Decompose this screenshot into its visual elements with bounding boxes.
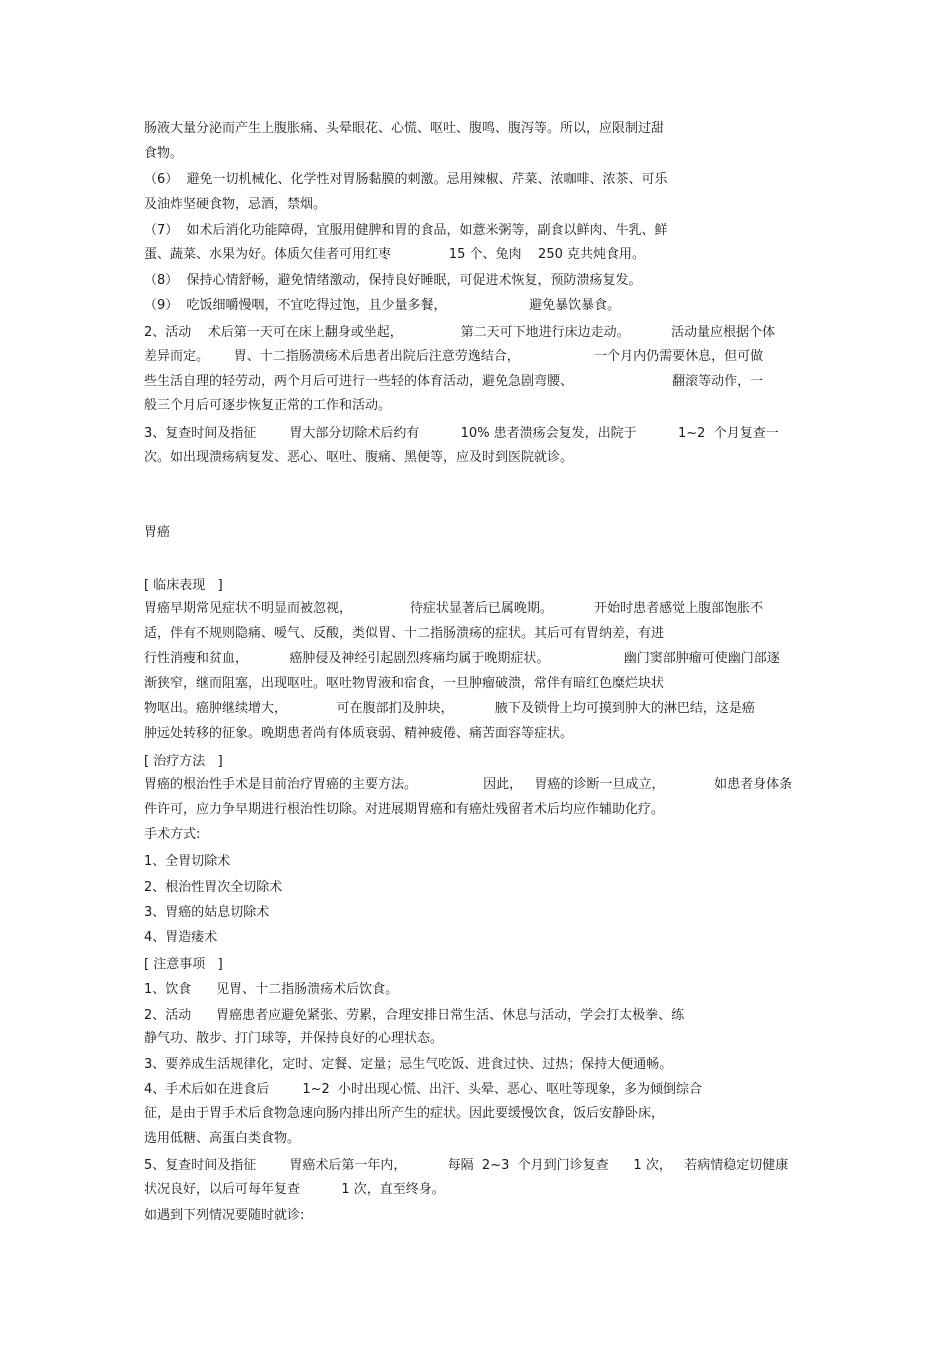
text-line: 些生活自理的轻劳动，两个月后可进行一些轻的体育活动，避免急剧弯腰、 翻滚等动作，一 [144, 374, 764, 389]
text-line: 3、要养成生活规律化，定时、定餐、定量；忌生气吃饭、进食过快、过热；保持大便通畅。 [144, 1057, 673, 1072]
text-line: （9） 吃饭细嚼慢咽，不宜吃得过饱，且少量多餐， 避免暴饮暴食。 [144, 298, 621, 313]
text-line: 行性消瘦和贫血， 癌肿侵及神经引起剧烈疼痛均属于晚期症状。 幽门窦部肿瘤可使幽门部逐 [144, 651, 780, 666]
subsection-heading: [ 治疗方法 ] [144, 754, 223, 769]
text-line: 2、活动 术后第一天可在床上翻身或坐起， 第二天可下地进行床边走动。 活动量应根据个体 [144, 325, 775, 340]
text-line: 次。如出现溃疡病复发、恶心、呕吐、腹痛、黑便等，应及时到医院就诊。 [144, 450, 574, 465]
text-line: 2、活动 胃癌患者应避免紧张、劳累，合理安排日常生活、休息与活动，学会打太极拳、练 [144, 1008, 685, 1023]
text-line: 般三个月后可逐步恢复正常的工作和活动。 [144, 398, 392, 413]
text-line: 差异而定。 胃、十二指肠溃疡术后患者出院后注意劳逸结合， 一个月内仍需要休息，但可做 [144, 349, 764, 364]
text-line: 如遇到下列情况要随时就诊: [144, 1208, 305, 1223]
list-item: 1、全胃切除术 [144, 854, 231, 869]
text-line: 件许可，应力争早期进行根治性切除。对进展期胃癌和有癌灶残留者术后均应作辅助化疗。 [144, 802, 665, 817]
text-line: 状况良好，以后可每年复查 1 次，直至终身。 [144, 1182, 445, 1197]
text-line: 胃癌的根治性手术是目前治疗胃癌的主要方法。 因此， 胃癌的诊断一旦成立， 如患者身体条 [144, 777, 793, 792]
section-heading: 胃癌 [144, 525, 171, 540]
list-item: 3、胃癌的姑息切除术 [144, 905, 270, 920]
text-line: 胃癌早期常见症状不明显而被忽视， 待症状显著后已属晚期。 开始时患者感觉上腹部饱胀不 [144, 601, 764, 616]
text-line: 及油炸坚硬食物，忌酒，禁烟。 [144, 197, 327, 212]
text-line: 渐狭窄，继而阻塞，出现呕吐。呕吐物胃液和宿食，一旦肿瘤破溃，常伴有暗红色糜烂块状 [144, 676, 665, 691]
list-item: 4、胃造瘘术 [144, 930, 218, 945]
text-line: 食物。 [144, 146, 184, 161]
text-line: 4、手术后如在进食后 1~2 小时出现心慌、出汗、头晕、恶心、呕吐等现象，多为倾倒综合 [144, 1082, 703, 1097]
text-line: 征，是由于胃手术后食物急速向肠内排出所产生的症状。因此要缓慢饮食，饭后安静卧床， [144, 1106, 665, 1121]
text-line: （7） 如术后消化功能障碍，宜服用健脾和胃的食品，如薏米粥等，副食以鲜肉、牛乳、鲜 [144, 223, 668, 238]
text-line: 物呕出。癌肿继续增大， 可在腹部扪及肿块， 腋下及锁骨上均可摸到肿大的淋巴结，这是癌 [144, 701, 755, 716]
text-line: 蛋、蔬菜、水果为好。体质欠佳者可用红枣 15 个、兔肉 250 克共炖食用。 [144, 247, 646, 262]
text-line: 肠液大量分泌而产生上腹胀痛、头晕眼花、心慌、呕吐、腹鸣、腹泻等。所以，应限制过甜 [144, 121, 665, 136]
text-line: （8） 保持心情舒畅，避免情绪激动，保持良好睡眠，可促进术恢复，预防溃疡复发。 [144, 273, 642, 288]
text-line: 3、复查时间及指征 胃大部分切除术后约有 10% 患者溃疡会复发，出院于 1~2 个月复查一 [144, 426, 779, 441]
list-item: 2、根治性胃次全切除术 [144, 880, 283, 895]
subsection-heading: [ 注意事项 ] [144, 957, 223, 972]
text-line: 选用低糖、高蛋白类食物。 [144, 1131, 301, 1146]
text-line: 5、复查时间及指征 胃癌术后第一年内， 每隔 2~3 个月到门诊复查 1 次， 若病情稳定切健康 [144, 1158, 789, 1173]
text-line: （6） 避免一切机械化、化学性对胃肠黏膜的刺激。忌用辣椒、芹菜、浓咖啡、浓茶、可乐 [144, 172, 668, 187]
subsection-heading: [ 临床表现 ] [144, 578, 223, 593]
text-line: 1、饮食 见胃、十二指肠溃疡术后饮食。 [144, 982, 399, 997]
text-line: 手术方式: [144, 827, 201, 842]
text-line: 适，伴有不规则隐痛、嗳气、反酸，类似胃、十二指肠溃疡的症状。其后可有胃纳差，有进 [144, 626, 665, 641]
text-line: 肿远处转移的征象。晚期患者尚有体质衰弱、精神疲倦、痛苦面容等症状。 [144, 726, 574, 741]
text-line: 静气功、散步、打门球等，并保持良好的心理状态。 [144, 1031, 444, 1046]
